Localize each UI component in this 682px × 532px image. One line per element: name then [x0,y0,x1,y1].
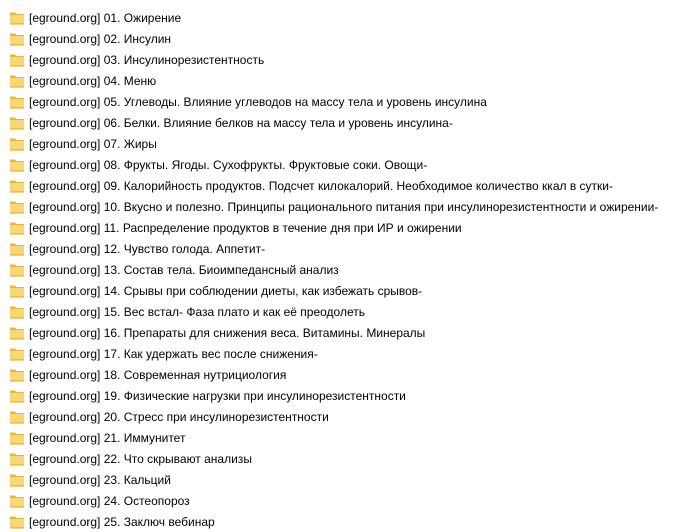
folder-name: [eground.org] 02. Инсулин [29,31,172,46]
folder-name: [eground.org] 06. Белки. Влияние белков на массу тела и уровень инсулина- [29,115,453,130]
folder-icon [9,452,25,466]
folder-name: [eground.org] 12. Чувство голода. Аппетит- [29,241,266,256]
folder-name: [eground.org] 17. Как удержать вес после снижения- [29,346,318,361]
folder-item[interactable] [0,385,682,406]
folder-name: [eground.org] 05. Углеводы. Влияние углеводов на массу тела и уровень инсулина [29,94,487,109]
folder-item[interactable] [0,28,682,49]
folder-name: [eground.org] 14. Срывы при соблюдении диеты, как избежать срывов- [29,283,423,298]
folder-name: [eground.org] 23. Кальций [29,472,171,487]
folder-icon [9,263,25,277]
folder-icon [9,158,25,172]
folder-icon [9,389,25,403]
folder-item[interactable] [0,427,682,448]
folder-icon [9,368,25,382]
folder-item[interactable] [0,490,682,511]
folder-icon [9,221,25,235]
folder-name: [eground.org] 01. Ожирение [29,10,182,25]
folder-item[interactable] [0,406,682,427]
folder-name: [eground.org] 04. Меню [29,73,157,88]
folder-name: [eground.org] 18. Современная нутрициология [29,367,287,382]
folder-icon [9,347,25,361]
folder-item[interactable] [0,469,682,490]
folder-name: [eground.org] 11. Распределение продуктов в течение дня при ИР и ожирении [29,220,462,235]
folder-item[interactable] [0,217,682,238]
folder-item[interactable] [0,259,682,280]
folder-icon [9,242,25,256]
folder-item[interactable] [0,280,682,301]
folder-icon [9,305,25,319]
folder-icon [9,179,25,193]
folder-icon [9,473,25,487]
folder-item[interactable] [0,364,682,385]
folder-icon [9,95,25,109]
folder-icon [9,326,25,340]
folder-name: [eground.org] 16. Препараты для снижения веса. Витамины. Минералы [29,325,426,340]
folder-item[interactable] [0,301,682,322]
folder-item[interactable] [0,238,682,259]
folder-name: [eground.org] 19. Физические нагрузки при инсулинорезистентности [29,388,406,403]
folder-icon [9,431,25,445]
folder-icon [9,284,25,298]
folder-item[interactable] [0,70,682,91]
folder-item[interactable] [0,511,682,532]
folder-list [0,7,682,532]
folder-name: [eground.org] 10. Вкусно и полезно. Принципы рационального питания при инсулинорезистентности и ожирении- [29,199,659,214]
folder-item[interactable] [0,7,682,28]
folder-item[interactable] [0,49,682,70]
folder-item[interactable] [0,112,682,133]
folder-icon [9,116,25,130]
folder-name: [eground.org] 09. Калорийность продуктов. Подсчет килокалорий. Необходимое количество ккал в сутки- [29,178,613,193]
folder-name: [eground.org] 03. Инсулинорезистентность [29,52,265,67]
folder-name: [eground.org] 20. Стресс при инсулинорезистентности [29,409,329,424]
folder-name: [eground.org] 21. Иммунитет [29,430,186,445]
folder-name: [eground.org] 25. Заключ вебинар [29,514,215,529]
folder-name: [eground.org] 22. Что скрывают анализы [29,451,252,466]
folder-icon [9,32,25,46]
folder-icon [9,137,25,151]
folder-name: [eground.org] 15. Вес встал- Фаза плато и как её преодолеть [29,304,365,319]
folder-item[interactable] [0,196,682,217]
folder-icon [9,515,25,529]
folder-icon [9,53,25,67]
folder-icon [9,200,25,214]
folder-item[interactable] [0,175,682,196]
folder-item[interactable] [0,322,682,343]
folder-name: [eground.org] 24. Остеопороз [29,493,190,508]
folder-name: [eground.org] 13. Состав тела. Биоимпедансный анализ [29,262,339,277]
folder-item[interactable] [0,133,682,154]
folder-icon [9,494,25,508]
folder-icon [9,11,25,25]
folder-item[interactable] [0,91,682,112]
folder-item[interactable] [0,448,682,469]
folder-item[interactable] [0,154,682,175]
folder-icon [9,74,25,88]
folder-name: [eground.org] 08. Фрукты. Ягоды. Сухофрукты. Фруктовые соки. Овощи- [29,157,428,172]
folder-item[interactable] [0,343,682,364]
folder-name: [eground.org] 07. Жиры [29,136,157,151]
folder-icon [9,410,25,424]
